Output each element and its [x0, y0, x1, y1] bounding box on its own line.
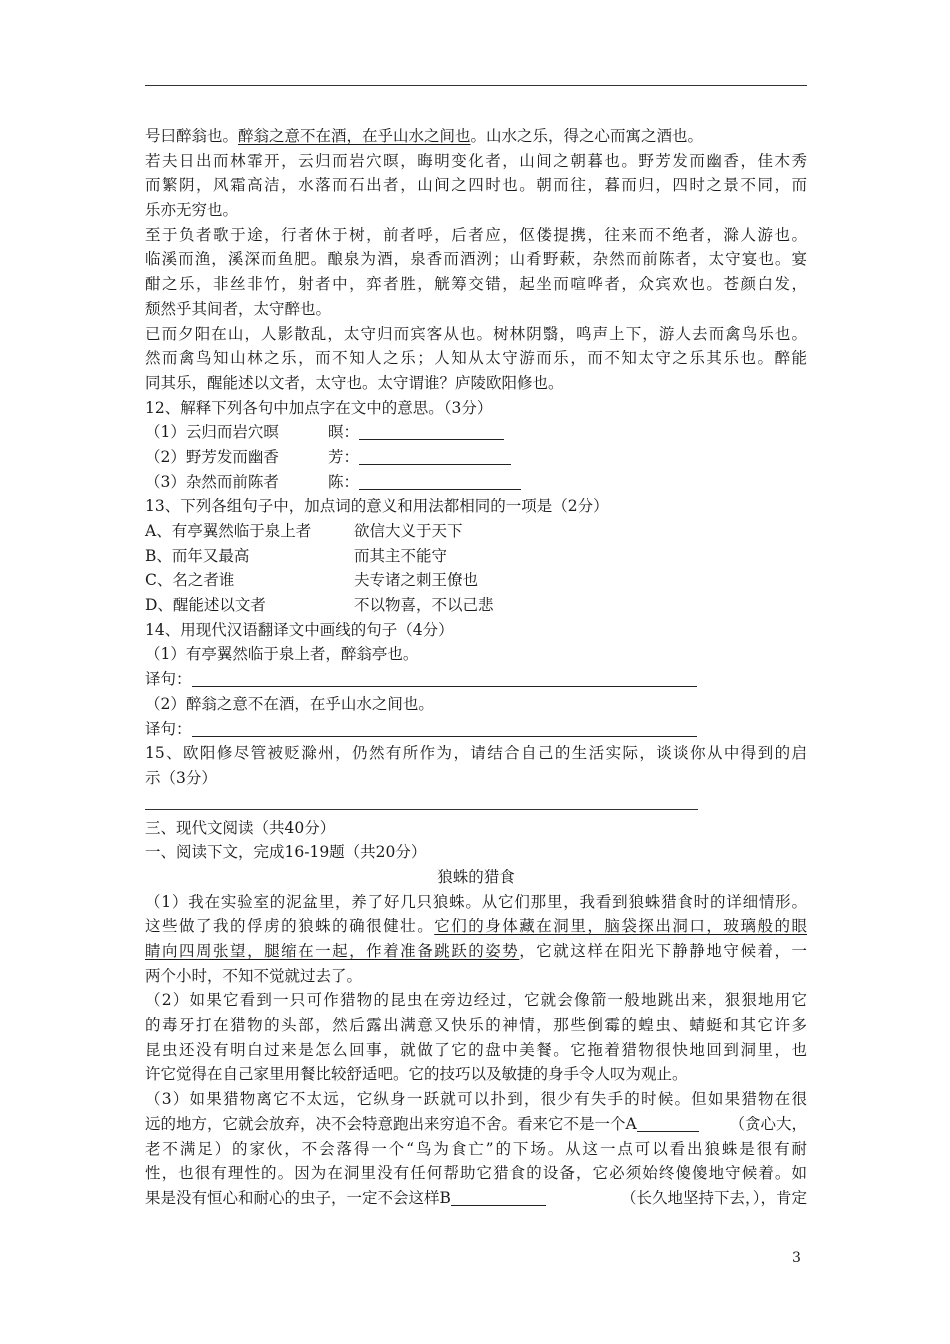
- q14-answer-1: [145, 667, 807, 692]
- text-segment: 号曰醉翁也。: [145, 127, 239, 145]
- q13-title: 13、下列各组句子中，加点词的意义和用法都相同的一项是（2分）: [145, 497, 609, 516]
- p3-line-2: [145, 1112, 807, 1137]
- q12-answer-blank[interactable]: [359, 423, 504, 440]
- underlined-sentence: 它们的身体藏在洞里，脑袋探出洞口，玻璃般的眼: [434, 917, 807, 936]
- q12-title: 12、解释下列各句中加点字在文中的意思。（3分）: [145, 398, 493, 417]
- p3-line-2-hint: （贪心大，: [729, 1114, 807, 1133]
- q12-answer-blank[interactable]: [359, 448, 511, 465]
- classical-line: [145, 346, 807, 371]
- p3-blank-a-label: A: [625, 1114, 637, 1133]
- classical-line: [145, 173, 807, 198]
- text-segment: 若夫日出而林霏开，云归而岩穴暝，晦明变化者，山间之朝暮也。野芳发而幽香，佳木秀: [145, 151, 807, 170]
- p3-line-5-hint: （长久地坚持下去，），肯定: [620, 1188, 807, 1207]
- q15-answer-line[interactable]: [145, 809, 698, 810]
- q13-option[interactable]: [145, 593, 807, 618]
- q15-line-1: 15、欧阳修尽管被贬滁州，仍然有所作为，请结合自己的生活实际，谈谈你从中得到的启: [145, 744, 807, 763]
- text-segment: 酣之乐，非丝非竹，射者中，弈者胜，觥筹交错，起坐而喧哗者，众宾欢也。苍颜白发，: [145, 275, 807, 294]
- classical-line: [145, 297, 807, 322]
- p3-line-3: 老不满足）的家伙，不会落得一个“鸟为食亡”的下场。从这一点可以看出狼蛛是很有耐: [145, 1139, 807, 1158]
- q12-item: [145, 420, 807, 445]
- classical-line: [145, 247, 807, 272]
- text-segment: 乐亦无穷也。: [145, 201, 239, 220]
- header-rule: [145, 85, 807, 86]
- text-segment: 许它觉得在自己家里用餐比较舒适吧。它的技巧以及敏捷的身手令人叹为观止。: [145, 1065, 688, 1084]
- q13-options: [145, 519, 807, 618]
- text-segment: （2）如果它看到一只可作猎物的昆虫在旁边经过，它就会像箭一般地跳出来，狠狠地用它: [145, 991, 807, 1010]
- p3-line-4: 性，也很有理性的。因为在洞里没有任何帮助它猎食的设备，它必须始终傻傻地守候着。如: [145, 1164, 807, 1183]
- p3-blank-b[interactable]: [451, 1189, 546, 1206]
- q14-answer-blank-2[interactable]: [192, 720, 697, 737]
- q14-title: 14、用现代汉语翻译文中画线的句子（4分）: [145, 620, 454, 639]
- q13-option-left: A、有亭翼然临于泉上者: [145, 522, 312, 540]
- text-segment: 临溪而渔，溪深而鱼肥。酿泉为酒，泉香而酒洌；山肴野蔌，杂然而前陈者，太守宴也。宴: [145, 250, 807, 269]
- q14-answer-blank-1[interactable]: [192, 670, 697, 687]
- p1-line: [145, 890, 807, 915]
- q13-option-left: B、而年又最高: [145, 546, 250, 565]
- q13-option-right: 欲信大义于天下: [354, 522, 463, 540]
- q12-items: [145, 420, 807, 494]
- page-number: 3: [792, 1250, 801, 1266]
- p3-blank-a[interactable]: [637, 1115, 699, 1132]
- text-segment: 同其乐，醒能述以文者，太守也。太守谓谁？庐陵欧阳修也。: [145, 373, 564, 392]
- q15-line-2: 示（3分）: [145, 768, 217, 787]
- classical-line: [145, 149, 807, 174]
- q12-item: [145, 445, 807, 470]
- q12-answer-blank[interactable]: [359, 473, 521, 490]
- p2-line: [145, 1062, 807, 1087]
- q14-label-1: 译句：: [145, 670, 192, 689]
- text-segment: 这些做了我的俘虏的狼蛛的确很健壮。: [145, 917, 435, 936]
- q12-word: [328, 470, 521, 495]
- p2-line: [145, 1038, 807, 1063]
- q13-option[interactable]: [145, 519, 807, 544]
- text-segment: 而繁阴，风霜高洁，水落而石出者，山间之四时也。朝而往，暮而归，四时之景不同，而: [145, 176, 807, 195]
- q13-option[interactable]: [145, 544, 807, 569]
- p1-line: [145, 939, 807, 964]
- q14-label-2: 译句：: [145, 719, 192, 738]
- text-segment: （1）我在实验室的泥盆里，养了好几只狼蛛。从它们那里，我看到狼蛛猎食时的详细情形。: [145, 892, 807, 911]
- p3-line-2-text: 远的地方，它就会放弃，决不会特意跑出来穷追不舍。看来它不是一个: [145, 1114, 626, 1133]
- p3-line-5: [145, 1186, 807, 1211]
- classical-line: [145, 198, 807, 223]
- underlined-sentence: 睛向四周张望，腿缩在一起，作着准备跳跃的姿势: [145, 942, 520, 960]
- section3-subtitle: 一、阅读下文，完成16-19题（共20分）: [145, 843, 427, 862]
- q12-word-label: 暝：: [328, 423, 360, 442]
- classical-line: [145, 223, 807, 248]
- q12-sentence: （3）杂然而前陈者: [145, 472, 279, 491]
- p1-line: [145, 964, 807, 989]
- text-segment: 昆虫还没有明白过来是怎么回事，就做了它的盘中美餐。它拖着猎物很快地回到洞里，也: [145, 1040, 807, 1059]
- article-paragraph-1: [145, 890, 807, 989]
- article-title: 狼蛛的猎食: [437, 867, 515, 886]
- q13-option-left: C、名之者谁: [145, 571, 235, 590]
- text-segment: 颓然乎其间者，太守醉也。: [145, 299, 332, 318]
- text-segment: 已而夕阳在山，人影散乱，太守归而宾客从也。树林阴翳，鸣声上下，游人去而禽鸟乐也。: [145, 324, 807, 343]
- text-segment: 然而禽鸟知山林之乐，而不知人之乐；人知从太守游而乐，而不知太守之乐其乐也。醉能: [145, 349, 807, 368]
- q13-option[interactable]: [145, 568, 807, 593]
- q14-sentence-1: （1）有亭翼然临于泉上者，醉翁亭也。: [145, 645, 419, 664]
- q12-word: [328, 420, 504, 445]
- text-segment: 。山水之乐，得之心而寓之酒也。: [470, 127, 704, 145]
- p3-line-5-text: 果是没有恒心和耐心的虫子，一定不会这样: [145, 1188, 440, 1207]
- classical-line: [145, 272, 807, 297]
- classical-text: [145, 124, 807, 396]
- q13-option-right: 而其主不能守: [354, 546, 448, 565]
- p3-blank-b-label: B: [439, 1188, 451, 1207]
- q13-option-right: 不以物喜，不以己悲: [354, 596, 494, 615]
- q12-word: [328, 445, 511, 470]
- q12-sentence: （2）野芳发而幽香: [145, 447, 279, 466]
- classical-line: [145, 371, 807, 396]
- q13-option-left: D、醒能述以文者: [145, 596, 266, 615]
- q12-item: [145, 470, 807, 495]
- article-paragraph-3: [145, 1087, 807, 1210]
- q12-sentence: （1）云归而岩穴暝: [145, 423, 279, 442]
- p2-line: [145, 988, 807, 1013]
- p2-line: [145, 1013, 807, 1038]
- classical-line: [145, 124, 807, 149]
- q12-word-label: 陈：: [328, 472, 360, 491]
- underlined-sentence: 醉翁之意不在酒，在乎山水之间也: [238, 127, 471, 145]
- q13-option-right: 夫专诸之刺王僚也: [354, 571, 479, 590]
- q14-sentence-2: （2）醉翁之意不在酒，在乎山水之间也。: [145, 694, 434, 713]
- article-paragraph-2: [145, 988, 807, 1087]
- section3-title: 三、现代文阅读（共40分）: [145, 818, 336, 837]
- text-segment: 至于负者歌于途，行者休于树，前者呼，后者应，伛偻提携，往来而不绝者，滁人游也。: [145, 225, 807, 244]
- text-segment: 两个小时，不知不觉就过去了。: [145, 966, 363, 985]
- classical-line: [145, 322, 807, 347]
- p1-line: [145, 914, 807, 939]
- q12-word-label: 芳：: [328, 447, 360, 466]
- q14-answer-2: [145, 717, 807, 742]
- page-content: [145, 124, 807, 1211]
- text-segment: 的毒牙打在猎物的头部，然后露出满意又快乐的神情，那些倒霉的蝗虫、蜻蜓和其它许多: [145, 1016, 807, 1035]
- p3-line-1: （3）如果猎物离它不太远，它纵身一跃就可以扑到，很少有失手的时候。但如果猎物在很: [145, 1090, 807, 1109]
- text-segment: ，它就这样在阳光下静静地守候着，一: [519, 942, 807, 960]
